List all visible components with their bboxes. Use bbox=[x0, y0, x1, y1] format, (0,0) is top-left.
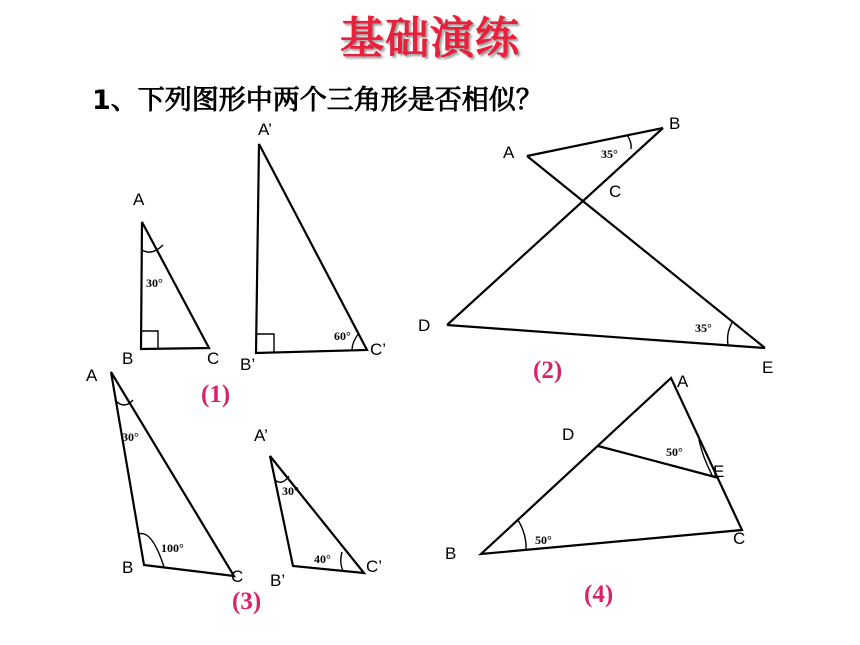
vertex-label-a1: A’ bbox=[258, 120, 272, 139]
vertex-label-a: A bbox=[503, 143, 515, 162]
angle-label-e: 50° bbox=[666, 445, 683, 459]
vertex-label-b: B bbox=[445, 544, 457, 563]
angle-arc-e bbox=[728, 321, 733, 345]
segment-ae bbox=[527, 156, 765, 348]
vertex-label-e: E bbox=[762, 358, 774, 377]
vertex-label-e: E bbox=[713, 462, 725, 481]
segment-de bbox=[598, 446, 719, 478]
vertex-label-b: B bbox=[669, 114, 681, 133]
vertex-label-a1: A’ bbox=[254, 426, 268, 445]
vertex-label-b: B bbox=[122, 558, 134, 577]
angle-label-c1: 60° bbox=[334, 329, 351, 343]
angle-label-a: 30° bbox=[122, 430, 139, 444]
vertex-label-a: A bbox=[677, 372, 689, 391]
figure-number-3: (3) bbox=[232, 588, 262, 615]
figure-3-right-triangle bbox=[254, 426, 382, 590]
figure-1-right-triangle bbox=[240, 120, 386, 374]
angle-arc-e bbox=[699, 440, 712, 475]
angle-label-b: 100° bbox=[161, 541, 184, 555]
figure-number-2: (2) bbox=[533, 357, 563, 384]
vertex-label-a: A bbox=[133, 190, 145, 209]
angle-label-b: 50° bbox=[535, 533, 552, 547]
figure-1-left-triangle bbox=[122, 190, 219, 368]
triangle-a1b1c1 bbox=[256, 144, 367, 353]
angle-label-a: 30° bbox=[146, 276, 163, 290]
angle-label-c1: 40° bbox=[314, 552, 331, 566]
segment-bd bbox=[447, 128, 663, 325]
vertex-label-c: C bbox=[609, 182, 622, 201]
vertex-label-c: C bbox=[733, 529, 746, 548]
vertex-label-d: D bbox=[418, 316, 431, 335]
angle-arc-b bbox=[518, 520, 526, 551]
angle-arc-b bbox=[627, 135, 631, 149]
vertex-label-b1: B’ bbox=[270, 571, 286, 590]
angle-arc-c1 bbox=[352, 333, 359, 350]
figure-2 bbox=[418, 114, 773, 377]
right-angle-mark-b1 bbox=[256, 334, 274, 353]
angle-label-e: 35° bbox=[695, 321, 712, 335]
vertex-label-c1: C’ bbox=[370, 340, 387, 359]
figure-4 bbox=[445, 372, 745, 563]
angle-arc-c1 bbox=[341, 552, 343, 571]
segment-de bbox=[447, 325, 765, 348]
vertex-label-a: A bbox=[86, 366, 98, 385]
slide-title: 基础演练 bbox=[340, 13, 520, 64]
vertex-label-b1: B’ bbox=[240, 355, 256, 374]
angle-label-a1: 30° bbox=[282, 484, 299, 498]
figure-number-1: (1) bbox=[201, 381, 231, 408]
vertex-label-c: C bbox=[207, 349, 220, 368]
vertex-label-c: C bbox=[231, 567, 244, 586]
vertex-label-c1: C’ bbox=[366, 557, 383, 576]
triangle-abc bbox=[481, 378, 742, 554]
vertex-label-d: D bbox=[562, 425, 575, 444]
segment-ab bbox=[527, 128, 663, 156]
vertex-label-b: B bbox=[122, 349, 134, 368]
figure-number-4: (4) bbox=[584, 581, 614, 608]
question-text: 1、下列图形中两个三角形是否相似？ bbox=[92, 85, 543, 116]
angle-arc-a bbox=[142, 245, 163, 252]
right-angle-mark-b bbox=[141, 331, 158, 349]
angle-label-b: 35° bbox=[601, 147, 618, 161]
